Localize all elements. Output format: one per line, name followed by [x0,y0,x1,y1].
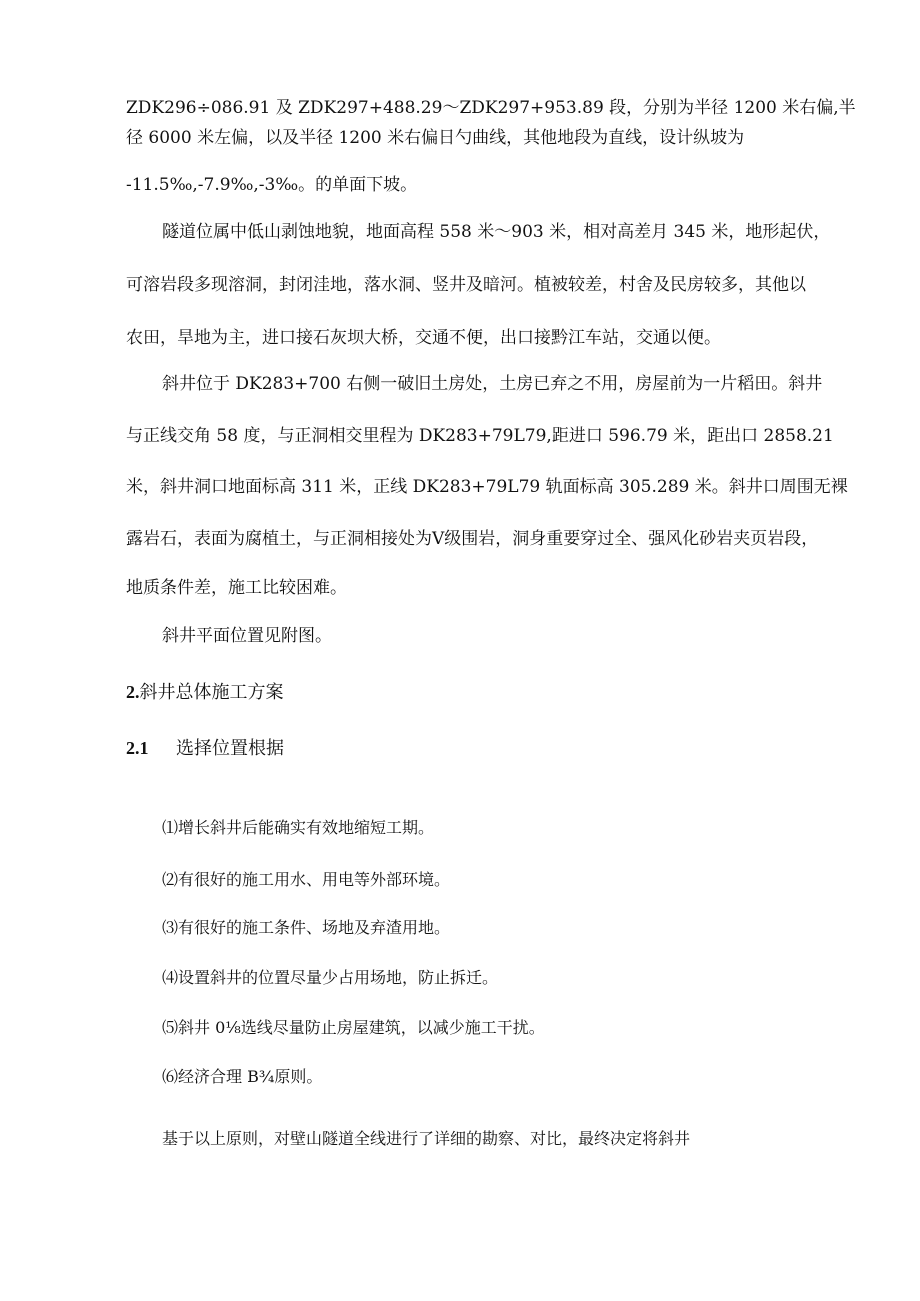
paragraph-line: 露岩石，表面为腐植土，与正洞相接处为Ⅴ级围岩，洞身重要穿过全、强风化砂岩夹页岩段， [126,529,819,549]
subsection-title: 选择位置根据 [176,738,284,759]
list-item: ⑴增长斜井后能确实有效地缩短工期。 [162,818,435,837]
paragraph-line: 可溶岩段多现溶洞，封闭洼地，落水洞、竖井及暗河。植被较差，村舍及民房较多，其他以 [126,275,806,295]
paragraph-line: ZDK296÷086.91 及 ZDK297+488.29～ZDK297+953.89 段，分别为半径 1200 米右偏,半 [126,98,856,118]
subsection-heading [126,736,284,761]
paragraph-line: 农田，旱地为主，进口接石灰坝大桥，交通不便，出口接黔江车站，交通以便。 [126,328,721,348]
paragraph-line: 地质条件差，施工比较困难。 [126,578,347,598]
section-title: 斜井总体施工方案 [139,682,284,703]
list-item: ⑸斜井 0⅛选线尽量防止房屋建筑，以减少施工干扰。 [162,1018,545,1037]
list-item: ⑷设置斜井的位置尽量少占用场地，防止拆迁。 [162,968,499,987]
list-item: ⑶有很好的施工条件、场地及弃渣用地。 [162,918,451,937]
paragraph-line: 与正线交角 58 度，与正洞相交里程为 DK283+79L79,距进口 596.79 米，距出口 2858.21 [126,426,834,446]
paragraph-line: 米，斜井洞口地面标高 311 米，正线 DK283+79L79 轨面标高 305.289 米。斜井口周围无裸 [126,477,848,497]
paragraph-line: 斜井平面位置见附图。 [162,626,332,646]
list-item: ⑹经济合理 B¾原则。 [162,1067,323,1086]
section-heading [126,680,284,705]
subsection-number: 2.1 [126,738,149,758]
section-number: 2. [126,682,140,702]
paragraph-line: -11.5‰,-7.9‰,-3‰。的单面下坡。 [126,175,418,195]
paragraph-line: 隧道位属中低山剥蚀地貌，地面高程 558 米～903 米，相对高差月 345 米，地形起伏， [162,222,831,242]
paragraph-line: 斜井位于 DK283+700 右侧一破旧土房处，土房已弃之不用，房屋前为一片稻田。斜井 [162,374,823,394]
paragraph-line: 径 6000 米左偏，以及半径 1200 米右偏日勺曲线，其他地段为直线，设计纵坡为 [126,128,745,148]
paragraph-line: 基于以上原则，对壁山隧道全线进行了详细的勘察、对比，最终决定将斜井 [162,1129,691,1148]
list-item: ⑵有很好的施工用水、用电等外部环境。 [162,870,451,889]
